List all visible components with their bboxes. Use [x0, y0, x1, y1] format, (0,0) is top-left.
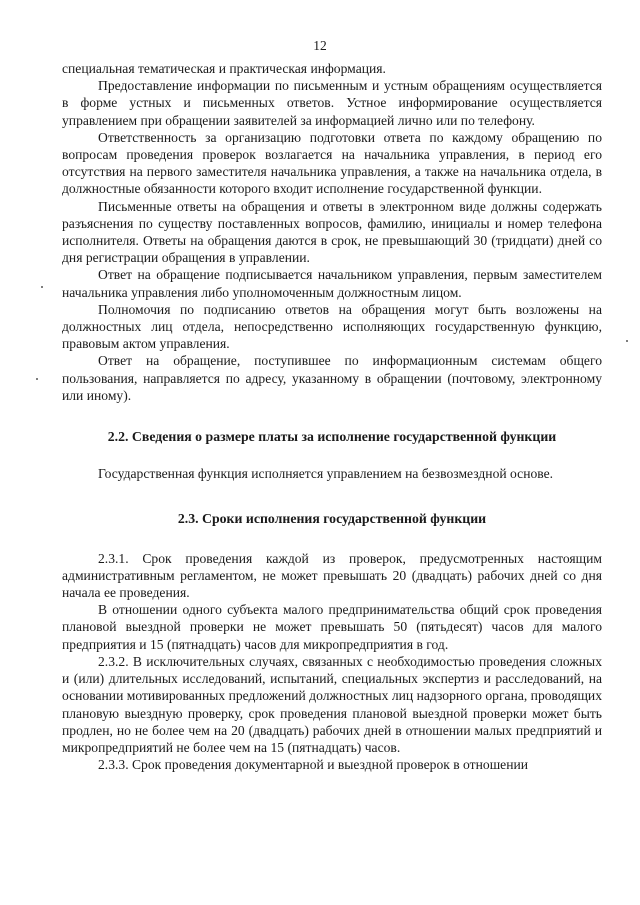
section-heading-2-2: 2.2. Сведения о размере платы за исполнение государственной функции — [107, 429, 557, 445]
paragraph-signing-authority: Полномочия по подписанию ответов на обращения могут быть возложены на должностных лиц отдела, непосредственно исполняющих государственную функцию, правовым актом управления. — [62, 301, 602, 352]
paragraph-small-business-limit: В отношении одного субъекта малого предпринимательства общий срок проведения плановой выездной проверки не может превышать 50 (пятьдесят) часов для малого предприятия и 15 (пятнадцать) часов для микропредприятия в год. — [62, 602, 602, 652]
scan-speck — [41, 286, 43, 288]
paragraph-information-forms: Предоставление информации по письменным и устным обращениям осуществляется в форме устных и письменных ответов. Устное информирование осуществляется управлением при обращении заявителей за информацией лично или по телефону. — [62, 78, 602, 128]
section-heading-2-3: 2.3. Сроки исполнения государственной функции — [177, 511, 487, 527]
scan-speck — [36, 378, 38, 380]
scan-speck — [626, 340, 628, 342]
paragraph-2-3-1: 2.3.1. Срок проведения каждой из проверок, предусмотренных настоящим административным регламентом, не может превышать 20 (двадцать) рабочих дней со дня начала ее проведения. — [62, 550, 602, 601]
paragraph-written-answers: Письменные ответы на обращения и ответы в электронном виде должны содержать разъяснения по существу поставленных вопросов, фамилию, инициалы и номер телефона исполнителя. Ответы на обращения даются в срок, не превышающий 30 (тридцати) дней со дня регистрации обращения в управлении. — [62, 198, 602, 266]
paragraph-answer-signing: Ответ на обращение подписывается начальником управления, первым заместителем начальника управления либо уполномоченным должностным лицом. — [62, 267, 602, 300]
paragraph-continuation: специальная тематическая и практическая информация. — [62, 61, 386, 76]
paragraph-free-of-charge: Государственная функция исполняется управлением на безвозмездной основе. — [98, 466, 554, 482]
paragraph-2-3-2: 2.3.2. В исключительных случаях, связанных с необходимостью проведения сложных и (или) длительных исследований, испытаний, специальных экспертиз и расследований, на основании мотивированных предложений должностных лиц надзорного органа, проводящих плановую выездную проверку, срок проведения плановой выездной проверки может быть продлен, но не более чем на 20 (двадцать) рабочих дней в отношении малых предприятий и микропредприятий не более чем на 15 (пятнадцать) часов. — [62, 653, 602, 755]
document-body — [62, 60, 602, 773]
paragraph-responsibility: Ответственность за организацию подготовки ответа по каждому обращению по вопросам проведения проверок возлагается на начальника управления, в период его отсутствия на первого заместителя начальника управления, а также на начальника отдела, в должностные обязанности которого входит исполнение государственной функции. — [62, 129, 602, 197]
paragraph-2-3-3: 2.3.3. Срок проведения документарной и выездной проверок в отношении — [98, 757, 529, 773]
page-number: 12 — [313, 38, 327, 53]
paragraph-electronic-requests: Ответ на обращение, поступившее по информационным системам общего пользования, направляется по адресу, указанному в обращении (почтовому, электронному или иному). — [62, 353, 602, 403]
